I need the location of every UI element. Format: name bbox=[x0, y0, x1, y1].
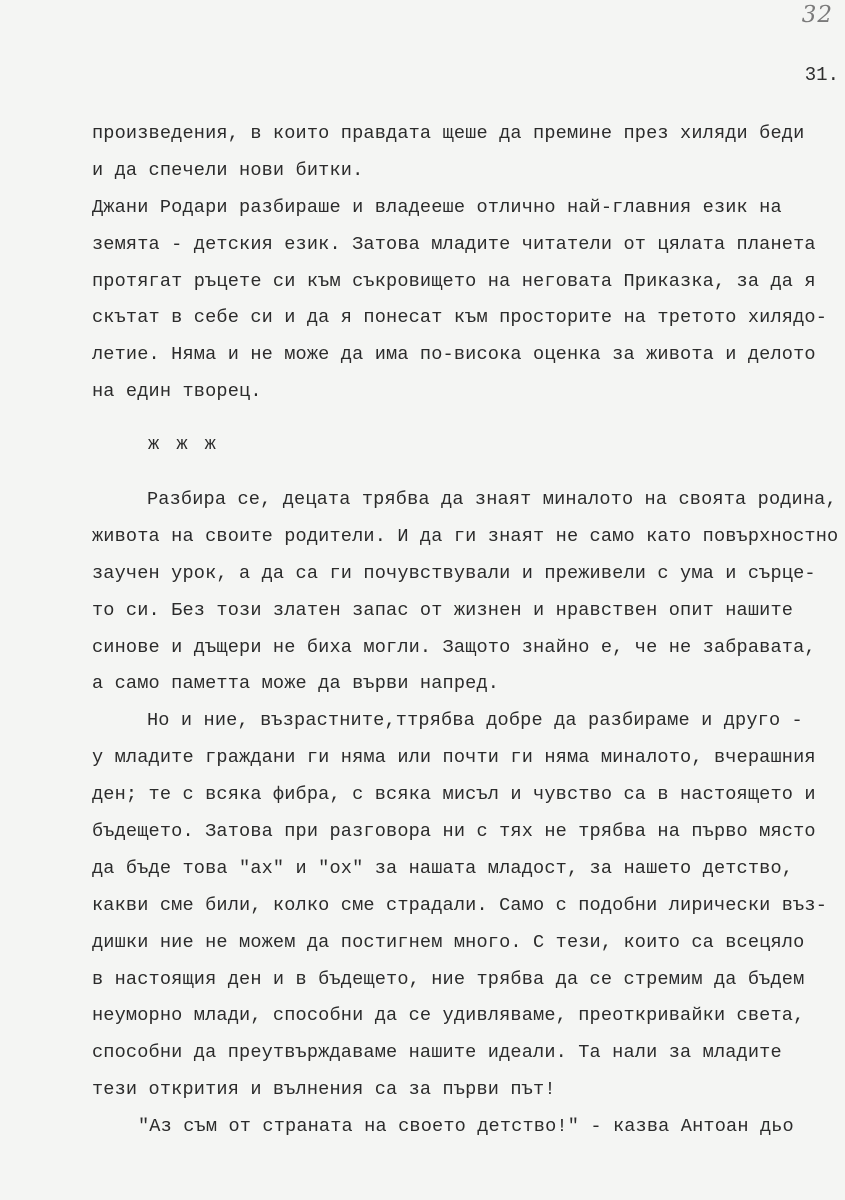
text-line: тези открития и вълнения са за първи път! bbox=[92, 1079, 556, 1101]
text-line: ден; те с всяка фибра, с всяка мисъл и чувство са в настоящето и bbox=[92, 784, 816, 806]
text-line: то си. Без този златен запас от жизнен и нравствен опит нашите bbox=[92, 599, 794, 621]
text-line: живота на своите родители. И да ги знаят не само като повърхностно bbox=[92, 525, 839, 547]
text-line: и да спечели нови битки. bbox=[92, 159, 364, 181]
text-line: бъдещето. Затова при разговора ни с тях не трябва на първо място bbox=[92, 821, 816, 843]
page-body bbox=[92, 116, 839, 1146]
page-number: 31. bbox=[804, 64, 839, 86]
text-line: в настоящия ден и в бъдещето, ние трябва да се стремим да бъдем bbox=[92, 968, 805, 990]
text-line: произведения, в които правдата щеше да премине през хиляди беди bbox=[92, 123, 805, 144]
paragraph-rodari bbox=[92, 190, 828, 411]
text-line: "Аз съм от страната на своето детство!" - казва Антоан дьо bbox=[138, 1116, 794, 1138]
text-line: у младите граждани ги няма или почти ги няма миналото, вчерашния bbox=[92, 747, 816, 769]
text-line: скътат в себе си и да я понесат към просторите на третото хилядо- bbox=[92, 307, 828, 329]
text-line: летие. Няма и не може да има по-висока оценка за живота и делото bbox=[92, 344, 816, 366]
text-line: дишки ние не можем да постигнем много. С тези, които са всецяло bbox=[92, 931, 805, 953]
text-line: протягат ръцете си към съкровището на неговата Приказка, за да я bbox=[92, 270, 816, 292]
paragraph-past bbox=[92, 482, 839, 703]
text-line: да бъде това "ах" и "ох" за нашата младост, за нашето детство, bbox=[92, 857, 794, 879]
text-line: Но и ние, възрастните,ттрябва добре да разбираме и друго - bbox=[147, 710, 803, 732]
paragraph-continuation bbox=[92, 116, 812, 190]
paragraph-present bbox=[92, 703, 828, 1109]
text-line: заучен урок, а да са ги почувствували и преживели с ума и сърце- bbox=[92, 562, 816, 584]
section-separator: ж ж ж bbox=[148, 434, 219, 456]
text-line: какви сме били, колко сме страдали. Само с подобни лирически въз- bbox=[92, 894, 828, 916]
text-line: синове и дъщери не биха могли. Защото знайно е, че не забравата, bbox=[92, 636, 816, 658]
archive-page-number: 32 bbox=[801, 2, 833, 28]
text-line: Разбира се, децата трябва да знаят миналото на своята родина, bbox=[147, 489, 837, 511]
text-line: Джани Родари разбираше и владееше отлично най-главния език на bbox=[92, 196, 782, 218]
text-line: на един творец. bbox=[92, 381, 262, 403]
text-line: неуморно млади, способни да се удивляваме, преоткривайки света, bbox=[92, 1005, 805, 1027]
paragraph-quote bbox=[92, 1109, 812, 1146]
spacer bbox=[92, 411, 812, 427]
spacer bbox=[92, 464, 812, 482]
text-line: способни да преутвърждаваме нашите идеали. Та нали за младите bbox=[92, 1042, 782, 1064]
text-line: а само паметта може да върви напред. bbox=[92, 673, 500, 695]
text-line: земята - детския език. Затова младите читатели от цялата планета bbox=[92, 233, 816, 255]
